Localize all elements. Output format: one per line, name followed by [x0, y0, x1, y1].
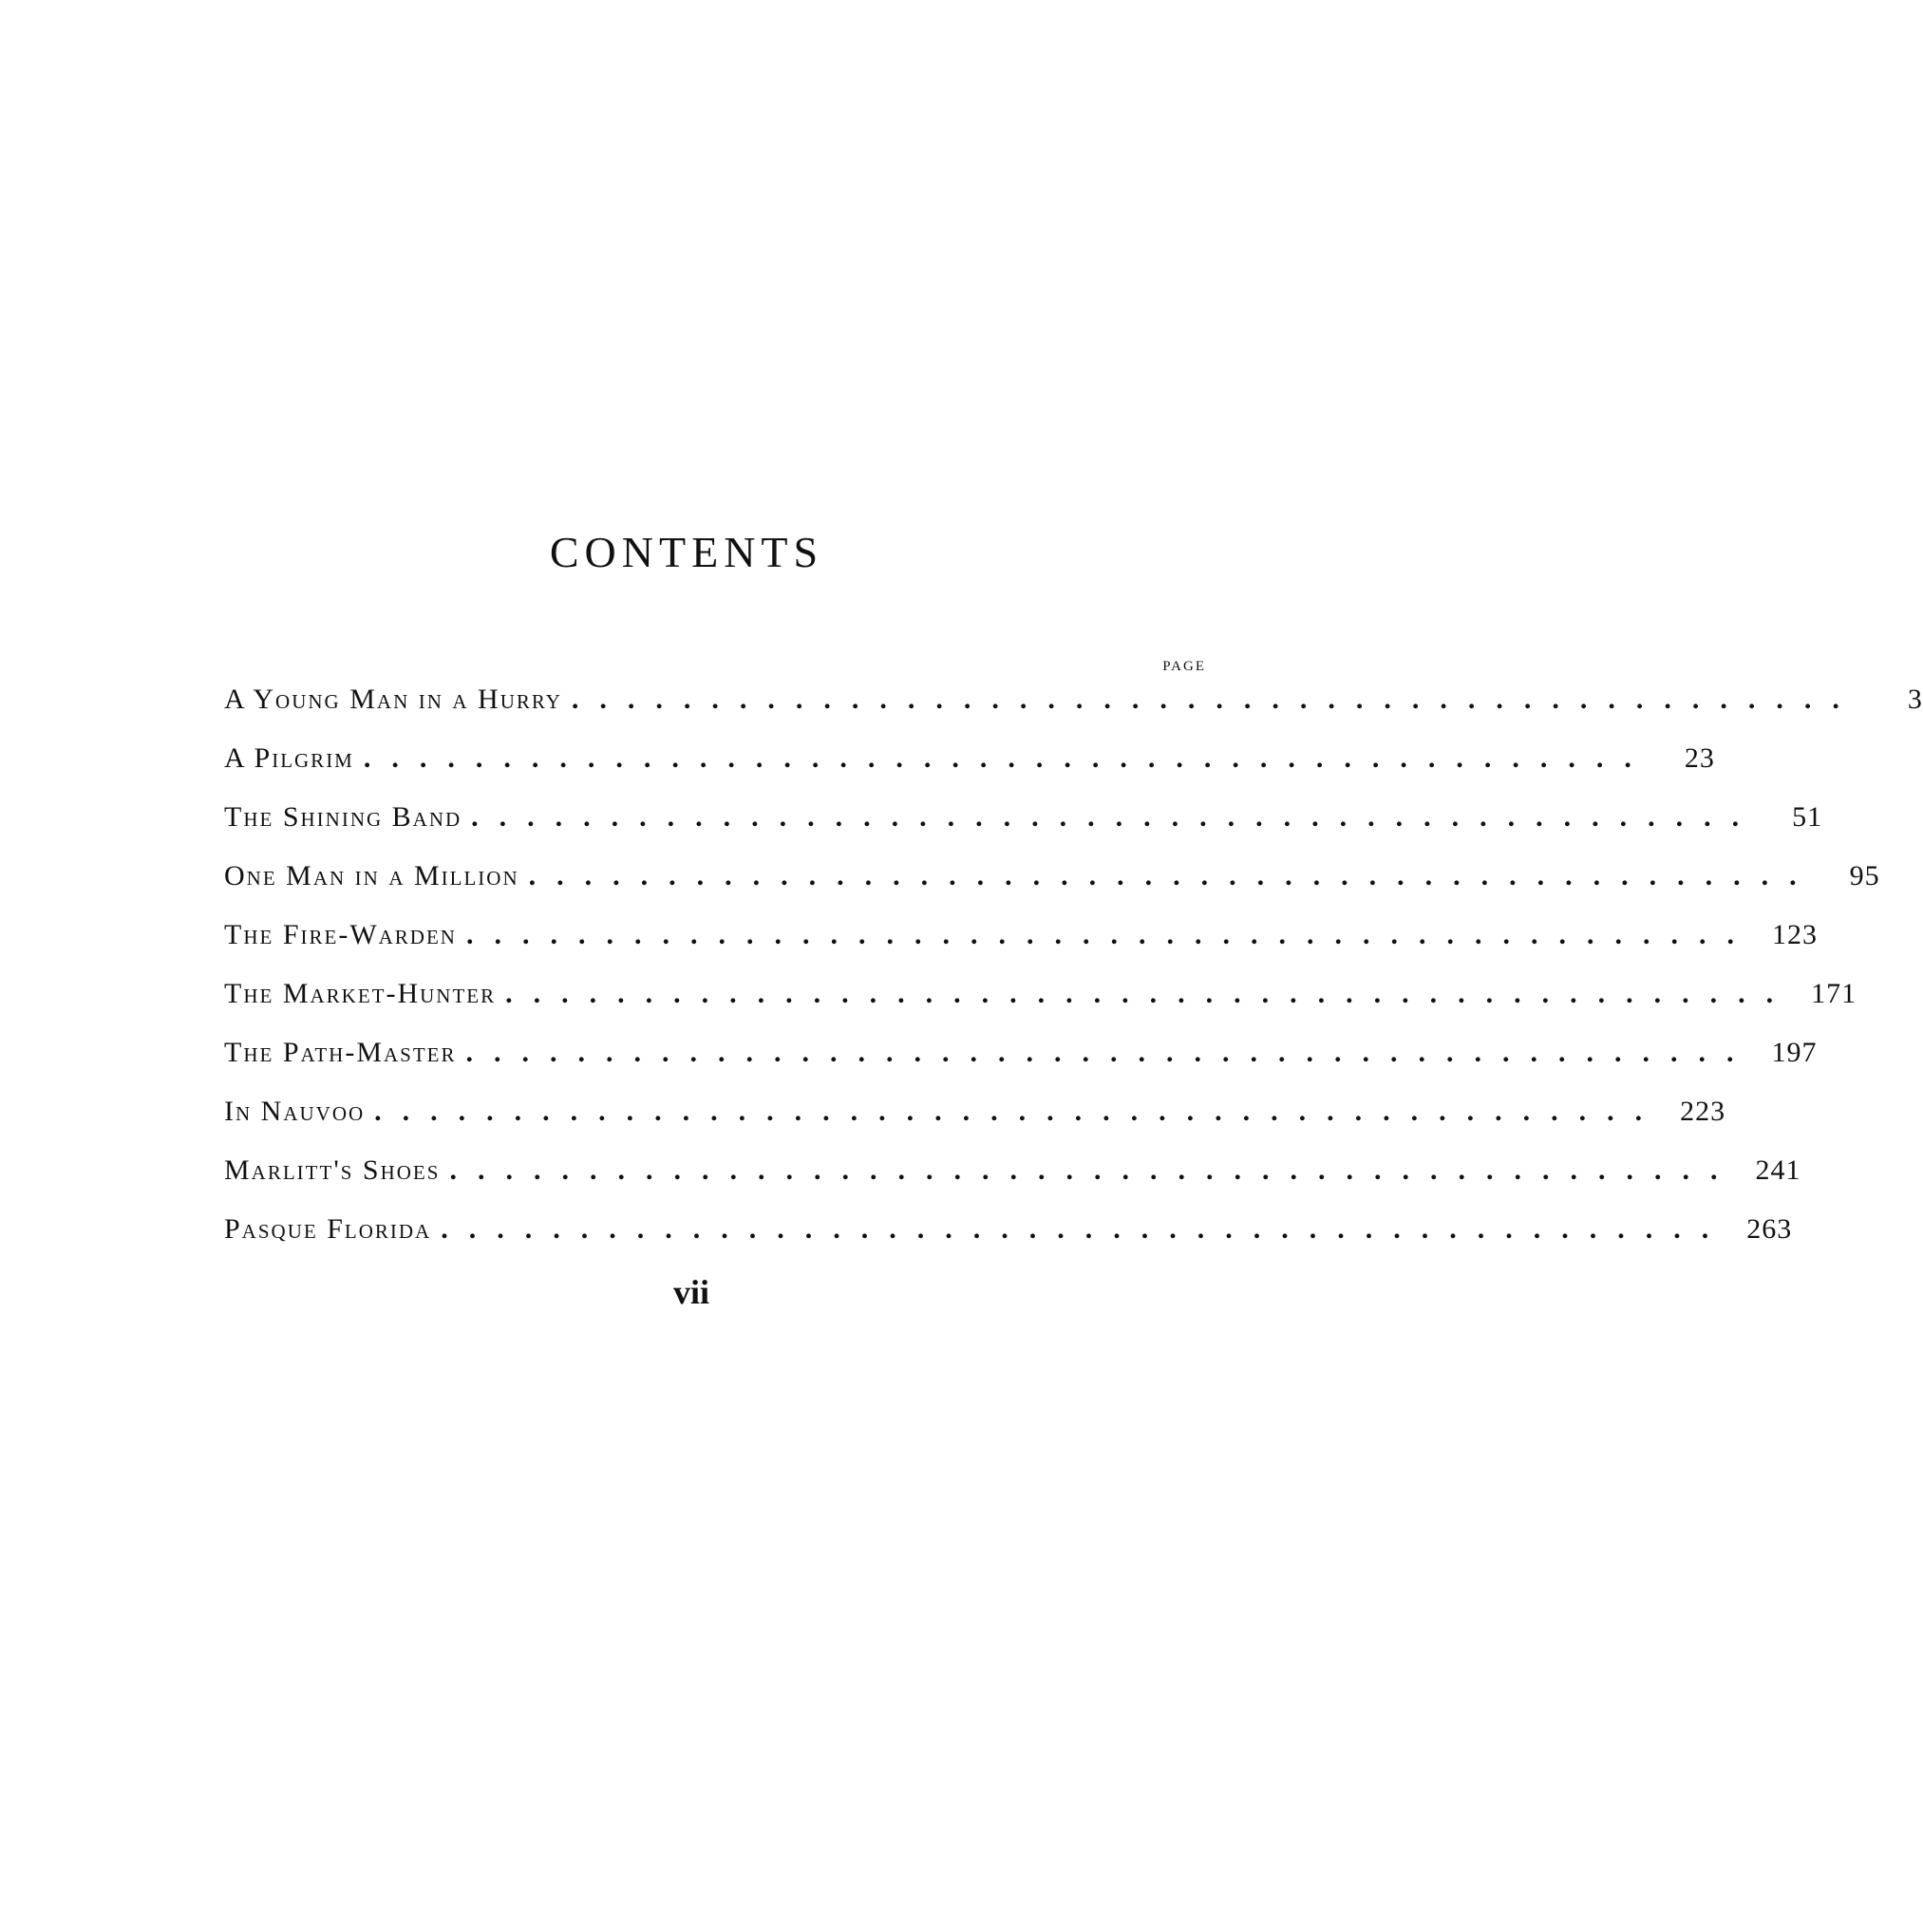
- toc-leader-dots: ..............................................: [505, 978, 1795, 1009]
- toc-entry-page: 171: [1811, 978, 1857, 1009]
- toc-leader-dots: ..............................................: [363, 742, 1652, 774]
- toc-entry: [224, 978, 1857, 1037]
- toc-entry-page: 123: [1771, 919, 1818, 950]
- toc-entry-page: 95: [1849, 860, 1880, 891]
- toc-entry-title: A Young Man in a Hurry: [224, 684, 562, 715]
- toc-entry-page: 23: [1684, 742, 1715, 774]
- toc-leader-dots: ..............................................: [374, 1096, 1664, 1127]
- toc-entry: [224, 1037, 1818, 1096]
- toc-entry: [224, 684, 1923, 742]
- toc-leader-dots: ..............................................: [441, 1213, 1730, 1245]
- toc-entry-title: The Shining Band: [224, 801, 462, 833]
- toc-entry-title: In Nauvoo: [224, 1096, 366, 1127]
- page-title: CONTENTS: [549, 528, 824, 576]
- toc-entry: [224, 742, 1715, 801]
- toc-entry-title: Marlitt's Shoes: [224, 1154, 441, 1186]
- toc-entry: [224, 1154, 1801, 1213]
- toc-entry: [224, 860, 1880, 919]
- toc-entry-page: 3: [1907, 684, 1923, 715]
- toc-entry-page: 223: [1680, 1096, 1726, 1127]
- toc-entry: [224, 801, 1823, 860]
- toc-entry-title: The Fire-Warden: [224, 919, 457, 950]
- page-column-label: PAGE: [1162, 659, 1206, 674]
- toc-entry-title: The Market-Hunter: [224, 978, 497, 1009]
- toc-leader-dots: ..............................................: [465, 919, 1755, 950]
- toc-entry: [224, 1096, 1726, 1154]
- toc-entry-title: A Pilgrim: [224, 742, 354, 774]
- toc-entry-page: 197: [1771, 1037, 1818, 1068]
- toc-leader-dots: ..............................................: [449, 1154, 1739, 1186]
- toc-entry: [224, 1213, 1793, 1272]
- toc-entry-title: The Path-Master: [224, 1037, 457, 1068]
- toc-entry: [224, 919, 1818, 978]
- toc-leader-dots: ..............................................: [571, 684, 1860, 715]
- toc-leader-dots: ..............................................: [528, 860, 1818, 891]
- toc-leader-dots: ..............................................: [471, 801, 1761, 833]
- page-folio-number: vii: [672, 1273, 709, 1311]
- toc-entry-title: One Man in a Million: [224, 860, 519, 891]
- toc-entry-title: Pasque Florida: [224, 1213, 432, 1245]
- toc-entry-page: 263: [1746, 1213, 1793, 1245]
- toc-entry-page: 241: [1755, 1154, 1801, 1186]
- toc-leader-dots: ..............................................: [465, 1037, 1755, 1068]
- toc-entry-page: 51: [1792, 801, 1823, 833]
- table-of-contents: [224, 684, 1923, 1272]
